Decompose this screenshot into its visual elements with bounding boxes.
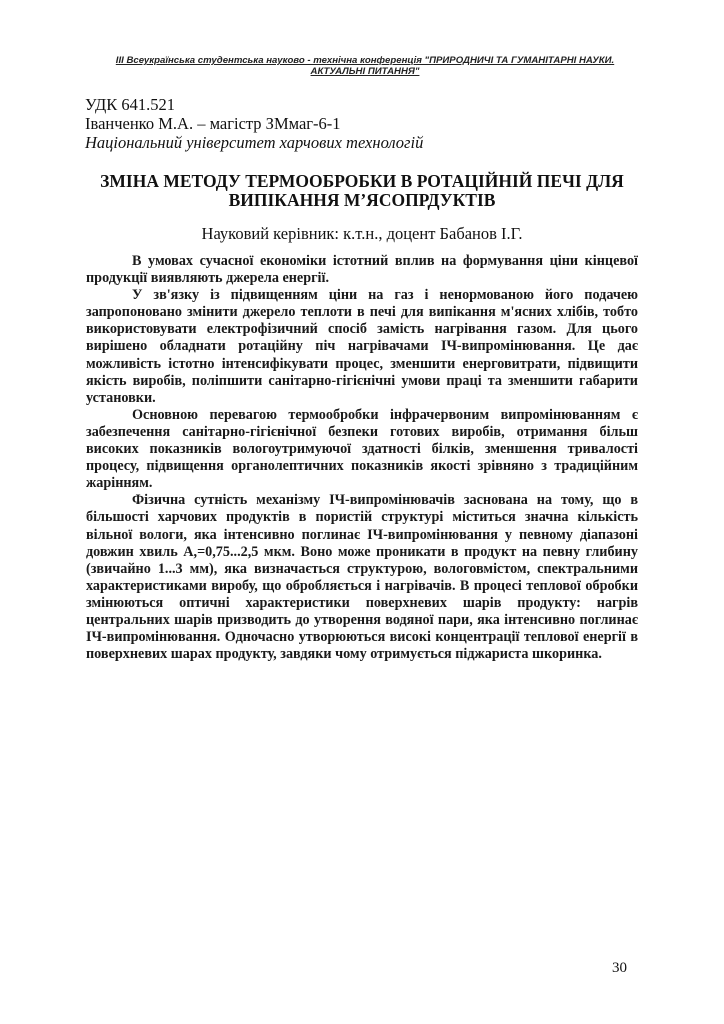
author-line: Іванченко М.А. – магістр ЗМмаг-6-1 <box>85 114 341 133</box>
text-line: високих показників вологоутримуючої здатності білків, зменшення тривалості <box>86 441 638 458</box>
paragraph <box>86 407 638 492</box>
text-line: (звичайно 1...3 мм), яка визначається структурою, вологовмістом, спектральними <box>86 560 638 577</box>
page-number: 30 <box>612 960 627 976</box>
title-line-1: ЗМІНА МЕТОДУ ТЕРМООБРОБКИ В РОТАЦІЙНІЙ ПЕЧІ ДЛЯ <box>100 171 624 191</box>
text-line: В умовах сучасної економіки істотний вплив на формування ціни кінцевої <box>132 253 638 269</box>
udc-code: УДК 641.521 <box>85 95 176 114</box>
text-line: Фізична сутність механізму ІЧ-випромінювачів заснована на тому, що в <box>132 492 638 509</box>
text-line: вирішено обладнати ротаційну піч нагрівачами ІЧ-випромінювання. Це дає <box>86 338 638 355</box>
text-line: більшості харчових продуктів в пористій структурі міститься значна кількість <box>86 509 638 526</box>
text-line: забезпечення санітарно-гігієнічної безпеки готових виробів, отримання більш <box>86 423 638 440</box>
text-line: ІЧ-випромінювання. Одночасно утворюються високі концентрації теплової енергії в <box>86 629 638 646</box>
text-line: процесу, підвищення органолептичних показників якості зрівняно з традиційним <box>86 458 638 475</box>
text-line: довжин хвиль А,=0,75...2,5 мкм. Воно може проникати в продукт на певну глибину <box>86 543 638 560</box>
article-meta <box>85 95 423 152</box>
text-line: змінюються оптичні характеристики поверхневих шарів продукту: нагрів <box>86 594 638 611</box>
text-line: установки. <box>86 389 156 406</box>
institution: Національний університет харчових технологій <box>85 133 424 152</box>
text-line: використовувати електрофізичний спосіб замість нагрівання газом. Для цього <box>86 321 638 338</box>
scientific-supervisor: Науковий керівник: к.т.н., доцент Бабанов І.Г. <box>201 224 523 243</box>
text-line: вільної вологи, яка інтенсивно поглинає ІЧ-випромінювання у певному діапазоні <box>86 526 638 543</box>
conference-header-line-2: АКТУАЛЬНІ ПИТАННЯ" <box>310 66 420 77</box>
article-body <box>86 253 638 663</box>
text-line: якість виробів, поліпшити санітарно-гігієнічні умови праці та зменшити габарити <box>86 372 638 389</box>
article-title <box>80 172 644 210</box>
text-line: запропоновано змінити джерело теплоти в печі для випікання м'ясних хлібів, тобто <box>86 304 638 321</box>
text-line: поверхневих шарах продукту, завдяки чому отримується піджариста шкоринка. <box>86 646 602 663</box>
conference-header-line-1: III Всеукраїнська студентська науково - технічна конференція "ПРИРОДНИЧІ ТА ГУМАНІТАРНІ НАУКИ. <box>115 55 615 66</box>
text-line: У зв'язку із підвищенням ціни на газ і ненормованою його подачею <box>132 287 638 304</box>
conference-header <box>100 55 630 77</box>
paragraph <box>86 287 638 407</box>
text-line: Основною перевагою термообробки інфрачервоним випромінюванням є <box>132 406 638 423</box>
text-line: жарінням. <box>86 475 153 492</box>
text-line: можливість істотно інтенсифікувати процес, зменшити енерговитрати, підвищити <box>86 355 638 372</box>
title-line-2: ВИПІКАННЯ М’ЯСОПРДУКТІВ <box>228 190 496 210</box>
paragraph <box>86 492 638 663</box>
paragraph <box>86 253 638 287</box>
text-line: продукції виявляють джерела енергії. <box>86 270 329 287</box>
text-line: характеристиками виробу, що обробляється і нагрівачів. В процесі теплової обробки <box>86 577 638 594</box>
text-line: центральних шарів призводить до утворення водяної пари, яка інтенсивно поглинає <box>86 611 638 628</box>
